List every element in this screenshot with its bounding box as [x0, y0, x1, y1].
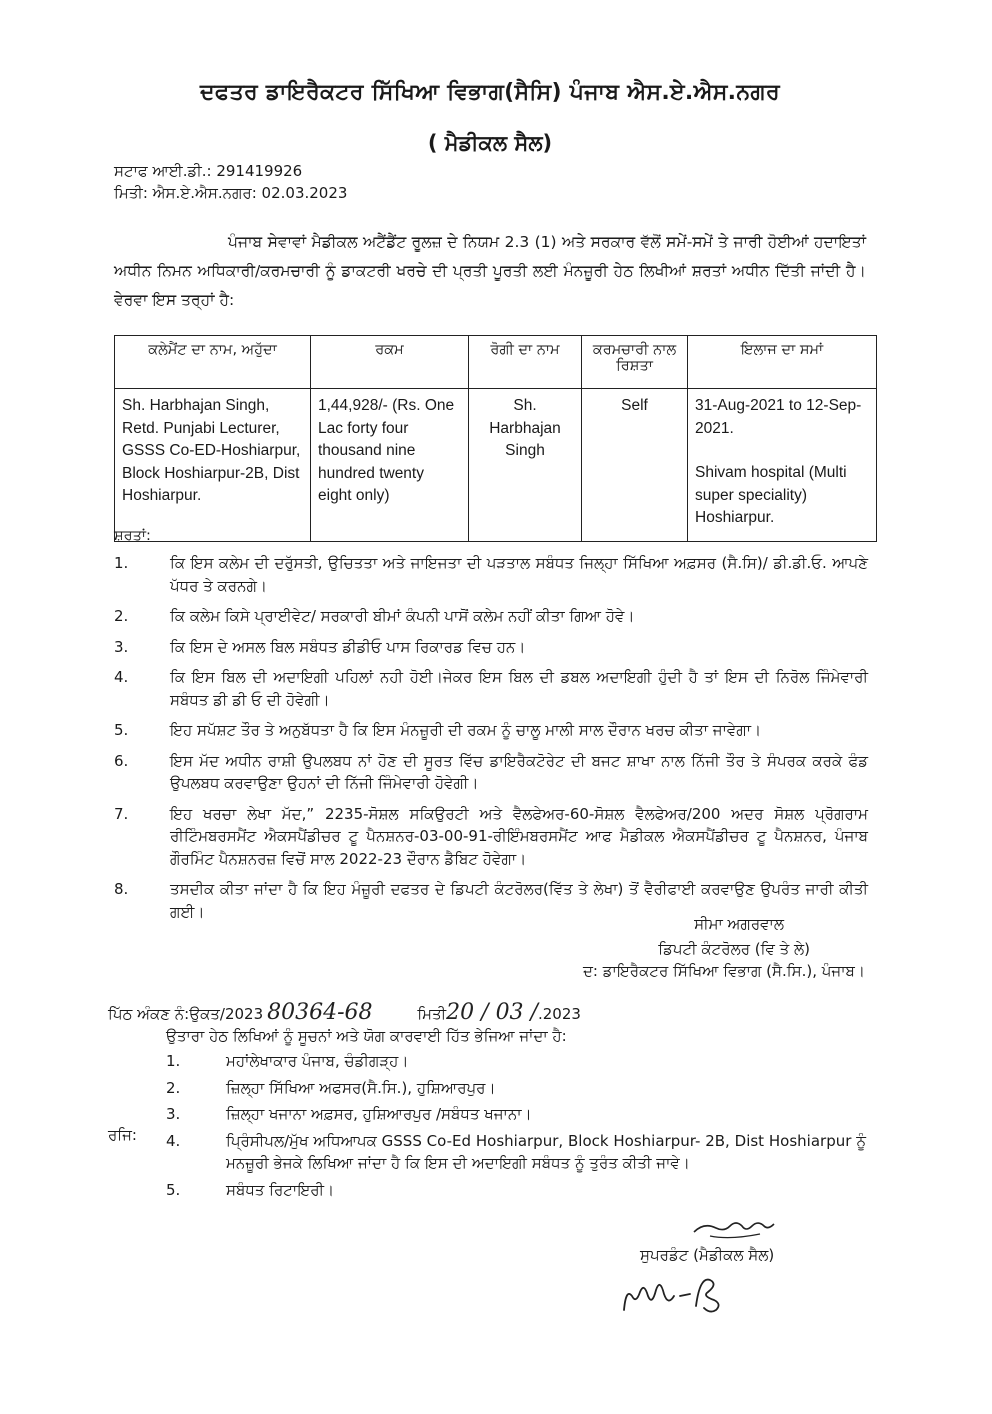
- signatory-block: [560, 912, 860, 962]
- relation-cell: Self: [582, 389, 688, 542]
- list-item: 2. ਜ਼ਿਲ੍ਹਾ ਸਿੱਖਿਆ ਅਫਸਰ(ਸੈ.ਸਿ.), ਹੁਸ਼ਿਆਰਪੁਰ।: [166, 1078, 496, 1097]
- signatory-designation: ਡਿਪਟੀ ਕੰਟਰੋਲਰ (ਵਿ ਤੇ ਲੇ): [658, 940, 810, 958]
- list-item: 5. ਸਬੰਧਤ ਰਿਟਾਇਰੀ।: [166, 1180, 335, 1199]
- claim-table: [114, 335, 877, 542]
- col-amount-header: ਰਕਮ: [311, 336, 469, 389]
- superintendent-title: ਸੁਪਰਡੰਟ (ਮੈਡੀਕਲ ਸੈਲ): [640, 1246, 775, 1264]
- list-item: 2. ਕਿ ਕਲੇਮ ਕਿਸੇ ਪ੍ਰਾਈਵੇਟ/ ਸਰਕਾਰੀ ਬੀਮਾਂ ਕੰਪਨੀ ਪਾਸੋਂ ਕਲੇਮ ਨਹੀਂ ਕੀਤਾ ਗਿਆ ਹੋਵੇ।: [114, 607, 635, 625]
- col-claimant-header: ਕਲੇਮੈਂਟ ਦਾ ਨਾਮ, ਅਹੁੱਦਾ: [115, 336, 311, 389]
- endorsement-line: ਪਿੱਠ ਅੰਕਣ ਨੰ:ਉਕਤ/2023 80364-68 ਮਿਤੀ20 / 03 /.2023: [108, 1000, 581, 1025]
- initials-signature: [690, 1212, 780, 1246]
- claimant-cell: Sh. Harbhajan Singh, Retd. Punjabi Lecturer, GSSS Co-ED-Hoshiarpur, Block Hoshiarpur-2B, Dist Hoshiarpur.: [115, 389, 311, 542]
- list-item: 3. ਕਿ ਇਸ ਦੇ ਅਸਲ ਬਿਲ ਸਬੰਧਤ ਡੀਡੀਓ ਪਾਸ ਰਿਕਾਰਡ ਵਿਚ ਹਨ।: [114, 637, 526, 656]
- list-item: 6. ਇਸ ਮੱਦ ਅਧੀਨ ਰਾਸ਼ੀ ਉਪਲਬਧ ਨਾਂ ਹੋਣ ਦੀ ਸੂਰਤ ਵਿੱਚ ਡਾਇਰੈਕਟੋਰੇਟ ਦੀ ਬਜਟ ਸ਼ਾਖਾ ਨਾਲ ਨਿੱਜੀ ਤੌਰ ਤੇ ਸੰਪਰਕ ਕਰਕੇ ਫੰਡ ਉਪਲਬਧ ਕਰਵਾਉਣਾ ਉਹਨਾਂ ਦੀ ਨਿੱਜੀ ਜਿੰਮੇਵਾਰੀ ਹੋਵੇਗੀ।: [114, 751, 868, 792]
- list-item: 7. ਇਹ ਖਰਚਾ ਲੇਖਾ ਮੱਦ,” 2235-ਸੋਸ਼ਲ ਸਕਿਉਰਟੀ ਅਤੇ ਵੈਲਫੇਅਰ-60-ਸੋਸ਼ਲ ਵੈਲਫੇਅਰ/200 ਅਦਰ ਸੋਸ਼ਲ ਪ੍ਰੋਗਰਾਮ ਰੀਟਿੰਮਬਰਸਮੈਂਟ ਐਕਸਪੈਂਡੀਚਰ ਟੂ ਪੈਨਸ਼ਨਰ-03-00-91-ਰੀਇੰਮਬਰਸਮੈਂਟ ਆਫ ਮੈਡੀਕਲ ਐਕਸਪੈਂਡੀਚਰ ਟੂ ਪੈਨਸ਼ਨਰ, ਪੰਜਾਬ ਗੌਰਮਿੰਟ ਪੈਨਸ਼ਨਰਜ਼ ਵਿਚੋਂ ਸਾਲ 2022-23 ਦੌਰਾਨ ਡੈਬਿਟ ਹੋਵੇਗਾ।: [114, 804, 868, 868]
- intro-text: ਪੰਜਾਬ ਸੇਵਾਵਾਂ ਮੈਡੀਕਲ ਅਟੈਂਡੈਂਟ ਰੂਲਜ਼ ਦੇ ਨਿਯਮ 2.3 (1) ਅਤੇ ਸਰਕਾਰ ਵੱਲੋਂ ਸਮੇਂ-ਸਮੇਂ ਤੇ ਜਾਰੀ ਹੋਈਆਂ ਹਦਾਇਤਾਂ ਅਧੀਨ ਨਿਮਨ ਅਧਿਕਾਰੀ/ਕਰਮਚਾਰੀ ਨੂੰ ਡਾਕਟਰੀ ਖਰਚੇ ਦੀ ਪ੍ਰਤੀ ਪੂਰਤੀ ਲਈ ਮੰਨਜ਼ੂਰੀ ਹੇਠ ਲਿਖੀਆਂ ਸ਼ਰਤਾਂ ਅਧੀਨ ਦਿੱਤੀ ਜਾਂਦੀ ਹੈ। ਵੇਰਵਾ ਇਸ ਤਰ੍ਹਾਂ ਹੈ:: [114, 233, 866, 309]
- list-item: 1. ਕਿ ਇਸ ਕਲੇਮ ਦੀ ਦਰੁੱਸਤੀ, ਉਚਿਤਤਾ ਅਤੇ ਜਾਇਜਤਾ ਦੀ ਪੜਤਾਲ ਸਬੰਧਤ ਜਿਲ੍ਹਾ ਸਿੱਖਿਆ ਅਫ਼ਸਰ (ਸੈ.ਸਿ)/ ਡੀ.ਡੀ.ਓ. ਆਪਣੇ ਪੱਧਰ ਤੇ ਕਰਨਗੇ।: [114, 554, 868, 595]
- list-item: 8. ਤਸਦੀਕ ਕੀਤਾ ਜਾਂਦਾ ਹੈ ਕਿ ਇਹ ਮੰਜ਼ੂਰੀ ਦਫਤਰ ਦੇ ਡਿਪਟੀ ਕੰਟਰੋਲਰ(ਵਿੱਤ ਤੇ ਲੇਖਾ) ਤੋਂ ਵੈਰੀਫਾਈ ਕਰਵਾਉਣ ਉਪਰੰਤ ਜਾਰੀ ਕੀਤੀ ਗਈ।: [114, 880, 868, 921]
- signatory-name: ਸੀਮਾ ਅਗਰਵਾਲ: [694, 915, 784, 933]
- period-cell: [688, 389, 877, 542]
- amount-cell: 1,44,928/- (Rs. One Lac forty four thousand nine hundred twenty eight only): [311, 389, 469, 542]
- conditions-title: ਸ਼ਰਤਾਂ:: [114, 528, 151, 544]
- handwritten-signature: [618, 1266, 738, 1318]
- list-item: 5. ਇਹ ਸਪੱਸ਼ਟ ਤੌਰ ਤੇ ਅਨੁਬੱਧਤਾ ਹੈ ਕਿ ਇਸ ਮੰਨਜ਼ੂਰੀ ਦੀ ਰਕਮ ਨੂੰ ਚਾਲੂ ਮਾਲੀ ਸਾਲ ਦੌਰਾਨ ਖਰਚ ਕੀਤਾ ਜਾਵੇਗਾ।: [114, 721, 762, 739]
- endorsement-year: .2023: [537, 1005, 581, 1023]
- endorsement-text: ਉਤਾਰਾ ਹੇਠ ਲਿਖਿਆਂ ਨੂੰ ਸੂਚਨਾਂ ਅਤੇ ਯੋਗ ਕਾਰਵਾਈ ਹਿੱਤ ਭੇਜਿਆ ਜਾਂਦਾ ਹੈ:: [166, 1027, 567, 1045]
- intro-paragraph: [114, 228, 866, 315]
- endorsement-day: 20: [446, 1000, 475, 1025]
- patient-cell: Sh. Harbhajan Singh: [469, 389, 582, 542]
- col-period-header: ਇਲਾਜ ਦਾ ਸਮਾਂ: [688, 336, 877, 389]
- col-relation-header: ਕਰਮਚਾਰੀ ਨਾਲ ਰਿਸ਼ਤਾ: [582, 336, 688, 389]
- list-item: 3. ਜ਼ਿਲ੍ਹਾ ਖਜਾਨਾ ਅਫ਼ਸਰ, ਹੁਸ਼ਿਆਰਪੁਰ /ਸਬੰਧਤ ਖਜਾਨਾ।: [166, 1105, 532, 1123]
- conditions-list: [114, 552, 868, 931]
- issue-date: ਮਿਤੀ: ਐਸ.ਏ.ਐਸ.ਨਗਰ: 02.03.2023: [114, 184, 348, 202]
- list-item: 4. ਪ੍ਰਿੰਸੀਪਲ/ਮੁੱਖ ਅਧਿਆਪਕ GSSS Co-Ed Hoshiarpur, Block Hoshiarpur- 2B, Dist Hoshiarpur ਨੂੰ ਮਨਜ਼ੂਰੀ ਭੇਜਕੇ ਲਿਖਿਆ ਜਾਂਦਾ ਹੈ ਕਿ ਇਸ ਦੀ ਅਦਾਇਗੀ ਸਬੰਧਤ ਨੂੰ ਤੁਰੰਤ ਕੀਤੀ ਜਾਵੇ।: [166, 1131, 866, 1172]
- regd-label: ਰਜਿ:: [108, 1126, 137, 1144]
- hospital-name: Shivam hospital (Multi super speciality) Hoshiarpur.: [695, 464, 847, 526]
- endorsement-date-prefix: ਮਿਤੀ: [417, 1005, 447, 1023]
- treatment-period: 31-Aug-2021 to 12-Sep-2021.: [695, 397, 862, 437]
- list-item: 4. ਕਿ ਇਸ ਬਿਲ ਦੀ ਅਦਾਇਗੀ ਪਹਿਲਾਂ ਨਹੀ ਹੋਈ।ਜੇਕਰ ਇਸ ਬਿਲ ਦੀ ਡਬਲ ਅਦਾਇਗੀ ਹੁੰਦੀ ਹੈ ਤਾਂ ਇਸ ਦੀ ਨਿਰੋਲ ਜਿੰਮੇਵਾਰੀ ਸਬੰਧਤ ਡੀ ਡੀ ਓ ਦੀ ਹੋਵੇਗੀ।: [114, 668, 868, 709]
- cell-title: ( ਮੈਡੀਕਲ ਸੈਲ): [427, 131, 553, 155]
- staff-id: ਸਟਾਫ ਆਈ.ਡੀ.: 291419926: [114, 162, 303, 180]
- table-header-row: [115, 336, 877, 389]
- endorsement-month: 03: [495, 1000, 524, 1025]
- recipients-list: [166, 1050, 866, 1205]
- col-patient-header: ਰੋਗੀ ਦਾ ਨਾਮ: [469, 336, 582, 389]
- endorsement-number: 80364-68: [267, 1000, 373, 1025]
- table-row: [115, 389, 877, 542]
- signatory-office: ਦ: ਡਾਇਰੈਕਟਰ ਸਿੱਖਿਆ ਵਿਭਾਗ (ਸੈ.ਸਿ.), ਪੰਜਾਬ।: [582, 962, 865, 980]
- endorsement-prefix: ਪਿੱਠ ਅੰਕਣ ਨੰ:ਉਕਤ/2023: [108, 1005, 264, 1023]
- list-item: 1. ਮਹਾਂਲੇਖਾਕਾਰ ਪੰਜਾਬ, ਚੰਡੀਗੜ੍ਹ।: [166, 1052, 409, 1070]
- office-title: ਦਫਤਰ ਡਾਇਰੈਕਟਰ ਸਿੱਖਿਆ ਵਿਭਾਗ(ਸੈਸਿ) ਪੰਜਾਬ ਐਸ.ਏ.ਐਸ.ਨਗਰ: [200, 80, 780, 105]
